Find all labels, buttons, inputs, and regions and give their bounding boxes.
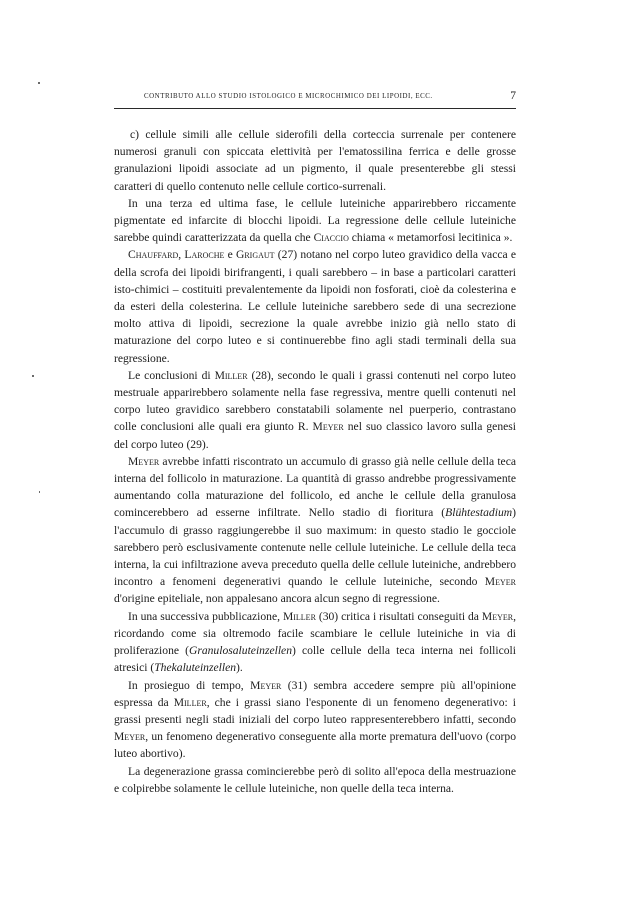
text-run: , che i grassi siano l'esponente di un fenomeno degenerativo: i grassi presenti negli stadi iniziali del corpo luteo rappresenterebbero infatti, secondo — [114, 695, 516, 726]
paragraph — [114, 246, 516, 366]
italic-term: Thekaluteinzellen — [154, 661, 237, 675]
text-run: (27) notano nel corpo luteo gravidico della vacca e della scrofa dei lipoidi birifrangenti, i quali sarebbero – in base a particolari caratteri isto-chimici – costituiti prevalentemente da lipoidi non fosforati, cioè da colesterina e da esteri della colesterina. Le cellule luteiniche sarebbero sede di una secrezione molto attiva di lipoidi, secrezione la quale avrebbe inizio già nello stato di maturazione del corpo luteo e si continuerebbe fino agli stadi terminali della sua regressione. — [114, 248, 516, 365]
paragraph — [114, 608, 516, 677]
author-name: Miller — [214, 368, 248, 382]
paragraph — [114, 763, 516, 797]
author-name: Miller — [173, 695, 207, 709]
paragraph — [114, 195, 516, 247]
author-name: Laroche — [184, 248, 225, 262]
paragraph — [114, 677, 516, 763]
text-run: nel suo classico lavoro sulla genesi del corpo luteo (29). — [114, 420, 516, 451]
running-head: CONTRIBUTO ALLO STUDIO ISTOLOGICO E MICROCHIMICO DEI LIPOIDI, ECC. — [144, 93, 433, 100]
text-run: (28), secondo le quali i grassi contenuti nel corpo luteo mestruale apparirebbero solamente nella fase regressiva, mentre quelli contenuti nel corpo luteo gravidico sarebbero constatabili solamente nel puerperio, contrastano colle conclusioni alle quali era giunto R. — [114, 368, 516, 434]
text-run: In una terza ed ultima fase, le cellule luteiniche apparirebbero riccamente pigmentate ed infarcite di blocchi lipoidi. La regressione delle cellule luteiniche sarebbe quindi caratterizzata da quella che — [114, 196, 516, 245]
text-run: e — [224, 248, 236, 262]
text-run: Le conclusioni di — [128, 368, 215, 382]
author-name: Meyer — [481, 609, 514, 623]
author-name: Meyer — [128, 454, 160, 468]
author-name: Meyer — [250, 678, 282, 692]
page-header — [114, 91, 516, 109]
text-run: c) cellule simili alle cellule siderofili della corteccia surrenale per contenere numerosi granuli con spiccata elettività per l'ematossilina ferrica e delle grosse granulazioni lipoidi associate ad un pigmento, il quale presenterebbe gli stessi caratteri di quello contenuto nelle cellule cortico-surrenali. — [114, 128, 516, 193]
author-name: Chauffard — [128, 248, 179, 262]
scan-speck — [39, 491, 40, 493]
author-name: Grigaut — [235, 248, 275, 262]
text-run: , un fenomeno degenerativo conseguente alla morte prematura dell'uovo (corpo luteo abortivo). — [114, 730, 516, 761]
text-run: , ricordando come sia oltremodo facile scambiare le cellule luteiniche in via di proliferazione ( — [114, 609, 516, 658]
body-text — [114, 126, 516, 797]
author-name: Ciaccio — [313, 231, 349, 245]
paragraph — [114, 453, 516, 608]
italic-term: Granulosaluteinzellen — [188, 644, 293, 658]
author-name: Meyer — [484, 575, 516, 589]
text-run: avrebbe infatti riscontrato un accumulo di grasso già nelle cellule della teca interna del follicolo in maturazione. La quantità di grasso andrebbe progressivamente aumentando colla maturazione del follicolo, ed anche le cellule della granulosa comincerebbero ad esserne infiltrate. Nello stadio di fioritura ( — [114, 454, 516, 520]
italic-term: Blühtestadium — [445, 506, 513, 520]
author-name: Meyer — [312, 420, 344, 434]
text-run: ) l'accumulo di grasso raggiungerebbe il suo maximum: in questo stadio le gocciole sarebbero però esclusivamente contenute nelle cellule luteiniche. Le cellule della teca interna, la cui infiltrazione aveva preceduto quella delle cellule luteiniche, andrebbero incontro a fenomeni degenerativi quando le cellule luteiniche, secondo — [114, 506, 516, 589]
text-run: La degenerazione grassa comincierebbe però di solito all'epoca della mestruazione e colpirebbe solamente le cellule luteiniche, non quelle della teca interna. — [114, 764, 516, 795]
text-run: chiama « metamorfosi lecitinica ». — [348, 231, 513, 245]
page-number: 7 — [510, 90, 516, 102]
text-run: ) colle cellule della teca interna nei follicoli atresici ( — [114, 644, 517, 675]
scan-speck — [38, 82, 40, 84]
author-name: Miller — [282, 609, 316, 623]
scan-speck — [32, 375, 34, 377]
text-run: In prosieguo di tempo, — [128, 678, 251, 692]
text-run: (30) critica i risultati conseguiti da — [315, 609, 482, 623]
text-run: , — [178, 248, 185, 262]
author-name: Meyer — [114, 730, 146, 744]
text-run: ). — [236, 661, 243, 675]
paragraph — [114, 367, 516, 453]
text-run: d'origine epiteliale, non appalesano ancora alcun segno di regressione. — [114, 592, 440, 606]
text-run: In una successiva pubblicazione, — [128, 609, 283, 623]
paragraph — [114, 126, 516, 195]
text-run: (31) sembra accedere sempre più all'opinione espressa da — [114, 678, 516, 709]
